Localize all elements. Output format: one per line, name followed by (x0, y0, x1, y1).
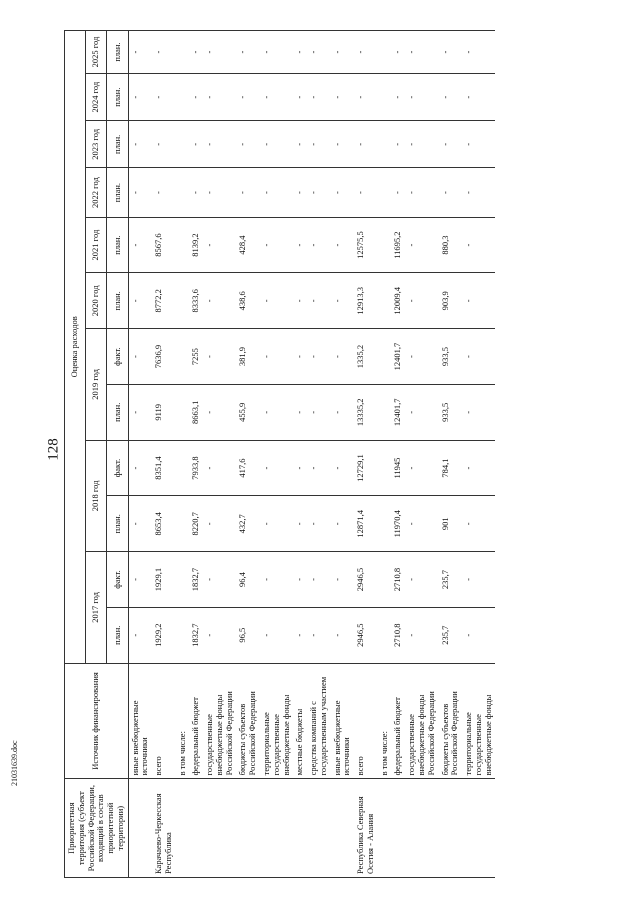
value-cell: - (462, 329, 495, 385)
value-cell: 7255 (189, 329, 203, 385)
value-cell (176, 168, 190, 217)
value-cell: 12575,5 (354, 217, 378, 273)
value-cell: 2946,5 (354, 607, 378, 663)
value-cell: - (260, 329, 293, 385)
value-cell: 13335,2 (354, 384, 378, 440)
value-cell: 235,7 (439, 552, 463, 608)
table-row (260, 31, 293, 878)
value-cell: - (391, 168, 405, 217)
region-cell (378, 779, 392, 878)
source-cell: государственные внебюджетные фонды Российской Федерации (203, 663, 236, 779)
value-cell: 903,9 (439, 273, 463, 329)
value-cell: 12729,1 (354, 440, 378, 496)
value-cell: - (293, 329, 307, 385)
value-cell: - (354, 121, 378, 168)
source-cell: иные внебюджетные источники (128, 663, 152, 779)
value-cell: - (462, 607, 495, 663)
value-cell (378, 607, 392, 663)
header-year: 2022 год (86, 168, 107, 217)
table-row (128, 31, 152, 878)
header-subcolumn: план. (107, 273, 128, 329)
value-cell: - (189, 74, 203, 121)
value-cell: - (293, 121, 307, 168)
value-cell: - (293, 273, 307, 329)
value-cell: - (307, 217, 331, 273)
header-territory: Приоритетная территория (субъект Российской Федерации, входящий в состав приоритетной территории) (65, 779, 129, 878)
source-cell: федеральный бюджет (189, 663, 203, 779)
table-row (462, 31, 495, 878)
value-cell: 432,7 (236, 496, 260, 552)
value-cell: - (354, 74, 378, 121)
value-cell: - (189, 121, 203, 168)
value-cell: 96,5 (236, 607, 260, 663)
region-cell: Карачаево-Черкесская Республика (152, 779, 176, 878)
header-subcolumn: план. (107, 607, 128, 663)
source-cell: федеральный бюджет (391, 663, 405, 779)
value-cell: - (391, 31, 405, 74)
value-cell: 455,9 (236, 384, 260, 440)
document-footer: 21031639.doc (10, 740, 19, 786)
value-cell: 880,3 (439, 217, 463, 273)
value-cell: - (405, 384, 438, 440)
header-subcolumn: план. (107, 168, 128, 217)
value-cell: - (203, 273, 236, 329)
region-cell (391, 779, 405, 878)
value-cell: - (307, 31, 331, 74)
region-cell (293, 779, 307, 878)
value-cell (378, 496, 392, 552)
header-year: 2021 год (86, 217, 107, 273)
value-cell: - (462, 552, 495, 608)
value-cell: - (236, 168, 260, 217)
value-cell: - (331, 607, 355, 663)
value-cell: - (236, 31, 260, 74)
value-cell: 9119 (152, 384, 176, 440)
value-cell: 8333,6 (189, 273, 203, 329)
value-cell (176, 607, 190, 663)
value-cell: - (152, 121, 176, 168)
table-row (378, 31, 392, 878)
value-cell: - (260, 217, 293, 273)
value-cell: - (293, 552, 307, 608)
table-row (236, 31, 260, 878)
value-cell: - (128, 273, 152, 329)
value-cell: - (405, 273, 438, 329)
value-cell: - (128, 496, 152, 552)
value-cell: 1832,7 (189, 552, 203, 608)
value-cell (378, 74, 392, 121)
region-cell (236, 779, 260, 878)
value-cell: 7933,8 (189, 440, 203, 496)
value-cell: - (236, 121, 260, 168)
value-cell: - (293, 31, 307, 74)
header-year: 2025 год (86, 31, 107, 74)
value-cell: - (439, 168, 463, 217)
region-cell (405, 779, 438, 878)
value-cell: - (391, 121, 405, 168)
value-cell: - (128, 607, 152, 663)
region-cell (439, 779, 463, 878)
value-cell: - (439, 31, 463, 74)
value-cell (176, 329, 190, 385)
value-cell: - (128, 31, 152, 74)
value-cell: - (128, 74, 152, 121)
value-cell: - (128, 329, 152, 385)
value-cell: - (203, 121, 236, 168)
value-cell: - (260, 121, 293, 168)
source-cell: территориальные государственные внебюджетные фонды (462, 663, 495, 779)
value-cell: 12871,4 (354, 496, 378, 552)
value-cell: 784,1 (439, 440, 463, 496)
value-cell: - (405, 121, 438, 168)
source-cell: всего (152, 663, 176, 779)
value-cell: - (405, 607, 438, 663)
value-cell: - (293, 607, 307, 663)
value-cell: - (462, 384, 495, 440)
value-cell: 1335,2 (354, 329, 378, 385)
value-cell (176, 74, 190, 121)
value-cell: 8351,4 (152, 440, 176, 496)
region-cell (331, 779, 355, 878)
value-cell: - (260, 552, 293, 608)
value-cell: - (307, 121, 331, 168)
value-cell: - (260, 273, 293, 329)
source-cell: средства компаний с государственным участием (307, 663, 331, 779)
value-cell: - (405, 74, 438, 121)
value-cell (176, 440, 190, 496)
value-cell (176, 552, 190, 608)
value-cell: - (307, 384, 331, 440)
value-cell: - (354, 31, 378, 74)
value-cell: 12009,4 (391, 273, 405, 329)
value-cell: - (331, 273, 355, 329)
value-cell: - (331, 496, 355, 552)
value-cell: 933,5 (439, 329, 463, 385)
table-row (354, 31, 378, 878)
source-cell: иные внебюджетные источники (331, 663, 355, 779)
value-cell: 8663,1 (189, 384, 203, 440)
header-subcolumn: план. (107, 31, 128, 74)
value-cell: - (152, 31, 176, 74)
table-row (293, 31, 307, 878)
value-cell: - (152, 168, 176, 217)
value-cell: - (439, 74, 463, 121)
table-row (331, 31, 355, 878)
value-cell: - (307, 273, 331, 329)
value-cell: - (391, 74, 405, 121)
value-cell: - (128, 121, 152, 168)
value-cell: - (462, 217, 495, 273)
table-row (152, 31, 176, 878)
value-cell: 8220,7 (189, 496, 203, 552)
value-cell: 11945 (391, 440, 405, 496)
table-row (307, 31, 331, 878)
source-cell: в том числе: (176, 663, 190, 779)
value-cell (176, 496, 190, 552)
value-cell: - (203, 440, 236, 496)
value-cell: - (203, 496, 236, 552)
value-cell: 8653,4 (152, 496, 176, 552)
value-cell: - (462, 440, 495, 496)
value-cell: - (260, 440, 293, 496)
value-cell: - (405, 552, 438, 608)
source-cell: территориальные государственные внебюджетные фонды (260, 663, 293, 779)
header-subcolumn: план. (107, 121, 128, 168)
value-cell (378, 552, 392, 608)
value-cell: - (331, 217, 355, 273)
table-row (176, 31, 190, 878)
value-cell: 438,6 (236, 273, 260, 329)
value-cell: - (293, 384, 307, 440)
table-row (439, 31, 463, 878)
value-cell: 381,9 (236, 329, 260, 385)
value-cell (378, 217, 392, 273)
value-cell: 12401,7 (391, 384, 405, 440)
value-cell: - (260, 607, 293, 663)
value-cell: - (189, 168, 203, 217)
value-cell: 8139,2 (189, 217, 203, 273)
region-cell (462, 779, 495, 878)
value-cell: - (307, 607, 331, 663)
expenses-table (64, 30, 495, 878)
value-cell: - (203, 217, 236, 273)
value-cell: 2710,8 (391, 607, 405, 663)
value-cell: - (203, 384, 236, 440)
value-cell: - (203, 607, 236, 663)
value-cell: - (331, 168, 355, 217)
value-cell (176, 31, 190, 74)
value-cell: - (203, 329, 236, 385)
value-cell (378, 168, 392, 217)
value-cell: 11695,2 (391, 217, 405, 273)
table-row (405, 31, 438, 878)
value-cell: - (462, 168, 495, 217)
value-cell: - (331, 440, 355, 496)
value-cell (378, 31, 392, 74)
value-cell: - (331, 329, 355, 385)
source-cell: государственные внебюджетные фонды Российской Федерации (405, 663, 438, 779)
value-cell (176, 121, 190, 168)
source-cell: местные бюджеты (293, 663, 307, 779)
region-cell: Республика Северная Осетия - Алания (354, 779, 378, 878)
header-year: 2019 год (86, 329, 107, 440)
header-source: Источник финансирования (65, 663, 129, 779)
value-cell: 8567,6 (152, 217, 176, 273)
value-cell: - (203, 31, 236, 74)
table-row (189, 31, 203, 878)
value-cell: - (293, 440, 307, 496)
value-cell: - (128, 217, 152, 273)
value-cell: - (203, 74, 236, 121)
rotated-table-container (64, 30, 635, 878)
value-cell: 12913,3 (354, 273, 378, 329)
header-year: 2020 год (86, 273, 107, 329)
header-year: 2024 год (86, 74, 107, 121)
source-cell: бюджеты субъектов Российской Федерации (236, 663, 260, 779)
value-cell: 417,6 (236, 440, 260, 496)
value-cell: 96,4 (236, 552, 260, 608)
value-cell: - (307, 74, 331, 121)
header-subcolumn: план. (107, 384, 128, 440)
header-subcolumn: факт. (107, 440, 128, 496)
value-cell: - (331, 552, 355, 608)
source-cell: в том числе: (378, 663, 392, 779)
value-cell: - (405, 168, 438, 217)
value-cell: - (293, 217, 307, 273)
value-cell: - (128, 168, 152, 217)
header-subcolumn: план. (107, 496, 128, 552)
value-cell: - (307, 329, 331, 385)
source-cell: бюджеты субъектов Российской Федерации (439, 663, 463, 779)
header-expense-estimate: Оценка расходов (65, 31, 86, 664)
value-cell: - (405, 217, 438, 273)
value-cell: - (152, 74, 176, 121)
value-cell: 1832,7 (189, 607, 203, 663)
value-cell: - (260, 31, 293, 74)
value-cell: - (128, 384, 152, 440)
table-row (203, 31, 236, 878)
value-cell: - (293, 496, 307, 552)
value-cell (378, 329, 392, 385)
region-cell (189, 779, 203, 878)
region-cell (128, 779, 152, 878)
value-cell: - (331, 74, 355, 121)
value-cell: - (307, 552, 331, 608)
value-cell (176, 384, 190, 440)
value-cell: - (236, 74, 260, 121)
header-subcolumn: факт. (107, 552, 128, 608)
header-year: 2018 год (86, 440, 107, 551)
value-cell: - (354, 168, 378, 217)
value-cell: - (128, 552, 152, 608)
header-subcolumn: факт. (107, 329, 128, 385)
value-cell: 12401,7 (391, 329, 405, 385)
value-cell: 1929,1 (152, 552, 176, 608)
value-cell: - (462, 74, 495, 121)
region-cell (307, 779, 331, 878)
value-cell: - (405, 496, 438, 552)
value-cell: 235,7 (439, 607, 463, 663)
value-cell: - (307, 440, 331, 496)
value-cell (378, 440, 392, 496)
value-cell: - (293, 74, 307, 121)
header-subcolumn: план. (107, 74, 128, 121)
value-cell (378, 384, 392, 440)
value-cell: - (462, 121, 495, 168)
value-cell: - (260, 384, 293, 440)
value-cell: - (331, 31, 355, 74)
value-cell: 8772,2 (152, 273, 176, 329)
value-cell: 7636,9 (152, 329, 176, 385)
value-cell: - (462, 273, 495, 329)
region-cell (260, 779, 293, 878)
value-cell: - (260, 168, 293, 217)
value-cell: - (405, 440, 438, 496)
value-cell (378, 121, 392, 168)
value-cell: 2710,8 (391, 552, 405, 608)
value-cell: 2946,5 (354, 552, 378, 608)
value-cell: - (405, 31, 438, 74)
value-cell: 11970,4 (391, 496, 405, 552)
value-cell: - (307, 496, 331, 552)
value-cell: 1929,2 (152, 607, 176, 663)
value-cell: - (331, 121, 355, 168)
region-cell (203, 779, 236, 878)
value-cell: - (260, 74, 293, 121)
value-cell (176, 273, 190, 329)
value-cell: - (203, 168, 236, 217)
source-cell: всего (354, 663, 378, 779)
value-cell (176, 217, 190, 273)
value-cell: - (439, 121, 463, 168)
value-cell: - (189, 31, 203, 74)
value-cell: - (405, 329, 438, 385)
value-cell: 933,5 (439, 384, 463, 440)
header-subcolumn: план. (107, 217, 128, 273)
value-cell: - (331, 384, 355, 440)
value-cell: - (293, 168, 307, 217)
header-year: 2023 год (86, 121, 107, 168)
value-cell (378, 273, 392, 329)
table-row (391, 31, 405, 878)
table-header (65, 31, 129, 878)
value-cell: - (462, 31, 495, 74)
value-cell: 428,4 (236, 217, 260, 273)
value-cell: - (462, 496, 495, 552)
table-body (128, 31, 495, 878)
header-year: 2017 год (86, 552, 107, 663)
value-cell: - (203, 552, 236, 608)
value-cell: - (260, 496, 293, 552)
region-cell (176, 779, 190, 878)
value-cell: - (128, 440, 152, 496)
value-cell: - (307, 168, 331, 217)
page-number: 128 (45, 438, 62, 461)
value-cell: 901 (439, 496, 463, 552)
